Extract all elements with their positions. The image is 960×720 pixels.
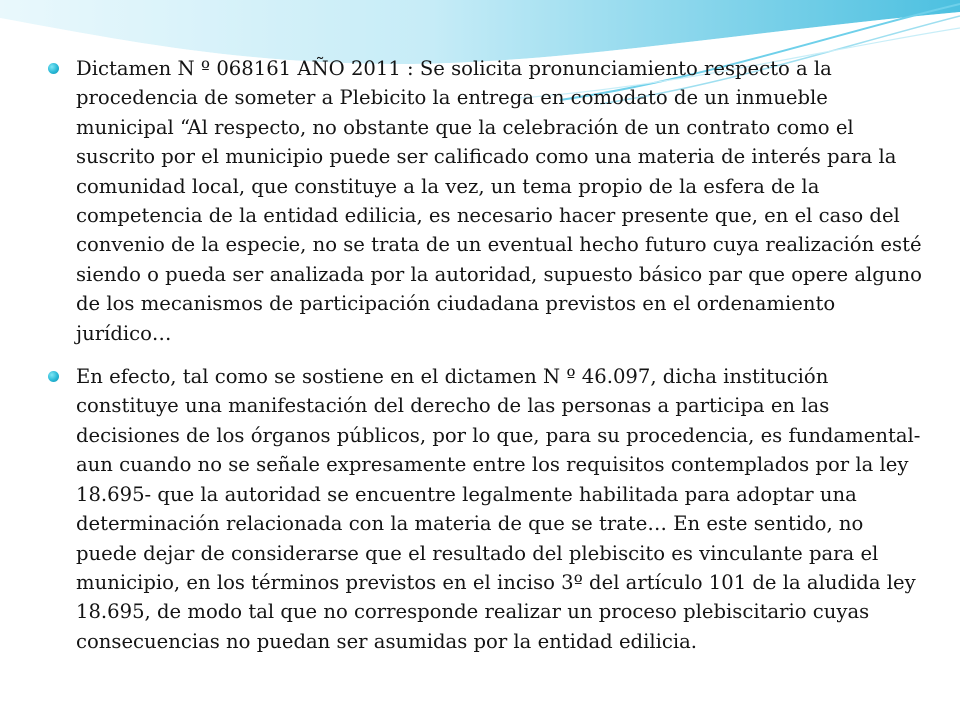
bullet-item-dictamen-46097 bbox=[48, 362, 928, 656]
bullet-dot-icon bbox=[48, 371, 59, 382]
bullet-item-dictamen-068161 bbox=[48, 54, 928, 348]
slide-content bbox=[48, 54, 928, 670]
bullet-text: Dictamen N º 068161 AÑO 2011 : Se solicita pronunciamiento respecto a la procedencia de someter a Plebicito la entrega en comodato de un inmueble municipal “Al respecto, no obstante que la celebración de un contrato como el suscrito por el municipio puede ser calificado como una materia de interés para la comunidad local, que constituye a la vez, un tema propio de la esfera de la competencia de la entidad edilicia, es necesario hacer presente que, en el caso del convenio de la especie, no se trata de un eventual hecho futuro cuya realización esté siendo o pueda ser analizada por la autoridad, supuesto básico par que opere alguno de los mecanismos de participación ciudadana previstos en el ordenamiento jurídico… bbox=[76, 57, 922, 345]
bullet-dot-icon bbox=[48, 63, 59, 74]
bullet-text: En efecto, tal como se sostiene en el dictamen N º 46.097, dicha institución constituye una manifestación del derecho de las personas a participa en las decisiones de los órganos públicos, por lo que, para su procedencia, es fundamental- aun cuando no se señale expresamente entre los requisitos contemplados por la ley 18.695- que la autoridad se encuentre legalmente habilitada para adoptar una determinación relacionada con la materia de que se trate… En este sentido, no puede dejar de considerarse que el resultado del plebiscito es vinculante para el municipio, en los términos previstos en el inciso 3º del artículo 101 de la aludida ley 18.695, de modo tal que no corresponde realizar un proceso plebiscitario cuyas consecuencias no puedan ser asumidas por la entidad edilicia. bbox=[76, 365, 921, 653]
bullet-list bbox=[48, 54, 928, 656]
